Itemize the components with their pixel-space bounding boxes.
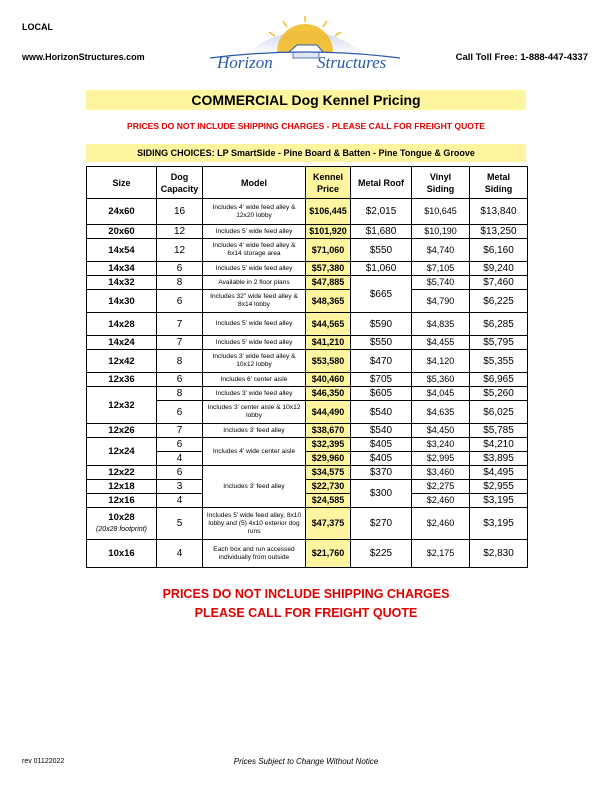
size-cell: 14x28	[87, 313, 157, 336]
size-cell: 12x22	[87, 466, 157, 480]
size-cell: 24x60	[87, 199, 157, 225]
vinyl-siding-cell: $3,240	[412, 438, 470, 452]
siding-choices: SIDING CHOICES: LP SmartSide - Pine Board & Batten - Pine Tongue & Groove	[86, 144, 526, 162]
kennel-price-cell: $40,460	[306, 373, 351, 387]
kennel-price-cell: $57,380	[306, 262, 351, 276]
kennel-price-cell: $101,920	[306, 225, 351, 239]
metal-roof-cell: $665	[351, 276, 412, 313]
header-kennel-price: Kennel Price	[306, 167, 351, 199]
header-vinyl-siding: Vinyl Siding	[412, 167, 470, 199]
vinyl-siding-cell: $4,835	[412, 313, 470, 336]
metal-siding-cell: $5,260	[470, 387, 528, 401]
kennel-price-cell: $29,960	[306, 452, 351, 466]
vinyl-siding-cell: $5,360	[412, 373, 470, 387]
metal-siding-cell: $5,785	[470, 424, 528, 438]
model-cell: Includes 3' wide feed alley & 10x12 lobby	[203, 350, 306, 373]
size-cell: 14x54	[87, 239, 157, 262]
metal-siding-cell: $2,955	[470, 480, 528, 494]
vinyl-siding-cell: $5,740	[412, 276, 470, 290]
local-label: LOCAL	[22, 22, 53, 32]
table-row	[87, 239, 528, 262]
capacity-cell: 12	[157, 225, 203, 239]
table-row	[87, 225, 528, 239]
table-row	[87, 494, 528, 508]
vinyl-siding-cell: $7,105	[412, 262, 470, 276]
vinyl-siding-cell: $10,645	[412, 199, 470, 225]
size-cell: 10x16	[87, 540, 157, 568]
metal-roof-cell: $550	[351, 336, 412, 350]
metal-roof-cell: $605	[351, 387, 412, 401]
kennel-price-cell: $47,375	[306, 508, 351, 540]
header-metal-siding: Metal Siding	[470, 167, 528, 199]
metal-roof-cell: $370	[351, 466, 412, 480]
table-row	[87, 480, 528, 494]
metal-roof-cell: $550	[351, 239, 412, 262]
capacity-cell: 7	[157, 424, 203, 438]
vinyl-siding-cell: $2,995	[412, 452, 470, 466]
shipping-warning-bottom	[0, 585, 612, 623]
kennel-price-cell: $53,580	[306, 350, 351, 373]
model-cell: Includes 3' center aisle & 10x12 lobby	[203, 401, 306, 424]
shipping-warning-line-1: PRICES DO NOT INCLUDE SHIPPING CHARGES	[162, 587, 450, 601]
vinyl-siding-cell: $10,190	[412, 225, 470, 239]
table-row	[87, 276, 528, 290]
metal-roof-cell: $270	[351, 508, 412, 540]
model-cell: Each box and run accessed individually from outside	[203, 540, 306, 568]
metal-siding-cell: $3,195	[470, 508, 528, 540]
table-row	[87, 387, 528, 401]
metal-roof-cell: $405	[351, 438, 412, 452]
logo-text-left: Horizon	[217, 53, 273, 72]
metal-siding-cell: $6,025	[470, 401, 528, 424]
capacity-cell: 8	[157, 350, 203, 373]
table-row	[87, 424, 528, 438]
capacity-cell: 16	[157, 199, 203, 225]
metal-roof-cell: $405	[351, 452, 412, 466]
header-metal-roof: Metal Roof	[351, 167, 412, 199]
table-row	[87, 262, 528, 276]
capacity-cell: 4	[157, 452, 203, 466]
capacity-cell: 6	[157, 290, 203, 313]
metal-siding-cell: $3,895	[470, 452, 528, 466]
kennel-price-cell: $24,585	[306, 494, 351, 508]
vinyl-siding-cell: $4,740	[412, 239, 470, 262]
capacity-cell: 6	[157, 438, 203, 452]
kennel-price-cell: $48,365	[306, 290, 351, 313]
capacity-cell: 5	[157, 508, 203, 540]
vinyl-siding-cell: $2,175	[412, 540, 470, 568]
kennel-price-cell: $46,350	[306, 387, 351, 401]
size-cell: 10x28 (20x28 footprint)	[87, 508, 157, 540]
table-header-row	[87, 167, 528, 199]
model-cell: Includes 32" wide feed alley & 8x14 lobby	[203, 290, 306, 313]
header-model: Model	[203, 167, 306, 199]
capacity-cell: 4	[157, 494, 203, 508]
size-cell: 14x32	[87, 276, 157, 290]
metal-siding-cell: $6,160	[470, 239, 528, 262]
capacity-cell: 6	[157, 466, 203, 480]
kennel-price-cell: $34,575	[306, 466, 351, 480]
toll-free-number[interactable]: Call Toll Free: 1-888-447-4337	[455, 52, 588, 63]
table-row	[87, 336, 528, 350]
vinyl-siding-cell: $4,045	[412, 387, 470, 401]
kennel-price-cell: $71,060	[306, 239, 351, 262]
metal-roof-cell: $705	[351, 373, 412, 387]
revision-label: rev 01122022	[22, 758, 65, 765]
size-cell: 12x26	[87, 424, 157, 438]
page-title: COMMERCIAL Dog Kennel Pricing	[86, 90, 526, 110]
model-cell: Includes 3' feed alley	[203, 466, 306, 508]
model-cell: Includes 5' wide feed alley, 8x10 lobby and (5) 4x10 exterior dog runs	[203, 508, 306, 540]
vinyl-siding-cell: $4,635	[412, 401, 470, 424]
metal-siding-cell: $4,495	[470, 466, 528, 480]
model-cell: Includes 3' feed alley	[203, 424, 306, 438]
horizon-structures-logo	[205, 14, 405, 74]
table-row	[87, 313, 528, 336]
logo-text-right: Structures	[317, 53, 387, 72]
table-row	[87, 466, 528, 480]
table-row	[87, 199, 528, 225]
table-row	[87, 508, 528, 540]
metal-siding-cell: $2,830	[470, 540, 528, 568]
size-cell: 14x24	[87, 336, 157, 350]
vinyl-siding-cell: $2,460	[412, 508, 470, 540]
metal-siding-cell: $9,240	[470, 262, 528, 276]
price-disclaimer: Prices Subject to Change Without Notice	[233, 757, 379, 766]
size-cell: 14x30	[87, 290, 157, 313]
shipping-warning-top: PRICES DO NOT INCLUDE SHIPPING CHARGES - PLEASE CALL FOR FREIGHT QUOTE	[127, 121, 485, 131]
kennel-price-cell: $41,210	[306, 336, 351, 350]
kennel-price-cell: $38,670	[306, 424, 351, 438]
metal-siding-cell: $5,355	[470, 350, 528, 373]
metal-roof-cell: $1,060	[351, 262, 412, 276]
kennel-price-cell: $44,565	[306, 313, 351, 336]
model-cell: Includes 5' wide feed alley	[203, 336, 306, 350]
kennel-price-cell: $21,760	[306, 540, 351, 568]
metal-roof-cell: $590	[351, 313, 412, 336]
capacity-cell: 6	[157, 401, 203, 424]
kennel-price-cell: $44,490	[306, 401, 351, 424]
model-cell: Available in 2 floor plans	[203, 276, 306, 290]
kennel-price-cell: $22,730	[306, 480, 351, 494]
capacity-cell: 7	[157, 313, 203, 336]
table-row	[87, 290, 528, 313]
metal-siding-cell: $4,210	[470, 438, 528, 452]
capacity-cell: 6	[157, 373, 203, 387]
metal-siding-cell: $13,250	[470, 225, 528, 239]
website-url[interactable]: www.HorizonStructures.com	[22, 52, 145, 62]
capacity-cell: 6	[157, 262, 203, 276]
metal-roof-cell: $1,680	[351, 225, 412, 239]
capacity-cell: 7	[157, 336, 203, 350]
model-cell: Includes 5' wide feed alley	[203, 225, 306, 239]
capacity-cell: 8	[157, 276, 203, 290]
table-row	[87, 540, 528, 568]
vinyl-siding-cell: $3,460	[412, 466, 470, 480]
model-cell: Includes 4' wide feed alley & 6x14 storage area	[203, 239, 306, 262]
model-cell: Includes 3' wide feed alley	[203, 387, 306, 401]
size-cell: 20x60	[87, 225, 157, 239]
table-row	[87, 373, 528, 387]
capacity-cell: 8	[157, 387, 203, 401]
vinyl-siding-cell: $2,275	[412, 480, 470, 494]
pricing-table	[86, 166, 528, 568]
vinyl-siding-cell: $4,120	[412, 350, 470, 373]
model-cell: Includes 5' wide feed alley	[203, 262, 306, 276]
metal-roof-cell: $300	[351, 480, 412, 508]
capacity-cell: 12	[157, 239, 203, 262]
metal-siding-cell: $13,840	[470, 199, 528, 225]
header-capacity: Dog Capacity	[157, 167, 203, 199]
kennel-price-cell: $47,885	[306, 276, 351, 290]
header-size: Size	[87, 167, 157, 199]
shipping-warning-line-2: PLEASE CALL FOR FREIGHT QUOTE	[194, 606, 418, 620]
table-row	[87, 350, 528, 373]
metal-siding-cell: $6,225	[470, 290, 528, 313]
model-cell: Includes 4' wide center aisle	[203, 438, 306, 466]
vinyl-siding-cell: $4,455	[412, 336, 470, 350]
metal-siding-cell: $6,285	[470, 313, 528, 336]
metal-roof-cell: $540	[351, 401, 412, 424]
model-cell: Includes 5' wide feed alley	[203, 313, 306, 336]
size-cell: 14x34	[87, 262, 157, 276]
metal-roof-cell: $470	[351, 350, 412, 373]
vinyl-siding-cell: $4,450	[412, 424, 470, 438]
capacity-cell: 3	[157, 480, 203, 494]
metal-roof-cell: $2,015	[351, 199, 412, 225]
model-cell: Includes 4' wide feed alley & 12x20 lobby	[203, 199, 306, 225]
metal-roof-cell: $225	[351, 540, 412, 568]
metal-siding-cell: $6,965	[470, 373, 528, 387]
model-cell: Includes 6' center aisle	[203, 373, 306, 387]
capacity-cell: 4	[157, 540, 203, 568]
kennel-price-cell: $106,445	[306, 199, 351, 225]
metal-roof-cell: $540	[351, 424, 412, 438]
kennel-price-cell: $32,395	[306, 438, 351, 452]
metal-siding-cell: $7,460	[470, 276, 528, 290]
size-cell: 12x42	[87, 350, 157, 373]
size-cell: 12x16	[87, 494, 157, 508]
size-cell: 12x18	[87, 480, 157, 494]
size-cell: 12x36	[87, 373, 157, 387]
vinyl-siding-cell: $2,460	[412, 494, 470, 508]
metal-siding-cell: $3,195	[470, 494, 528, 508]
size-cell: 12x32	[87, 387, 157, 424]
vinyl-siding-cell: $4,790	[412, 290, 470, 313]
size-cell: 12x24	[87, 438, 157, 466]
table-row	[87, 438, 528, 452]
metal-siding-cell: $5,795	[470, 336, 528, 350]
footprint-note: (20x28 footprint)	[96, 526, 147, 533]
